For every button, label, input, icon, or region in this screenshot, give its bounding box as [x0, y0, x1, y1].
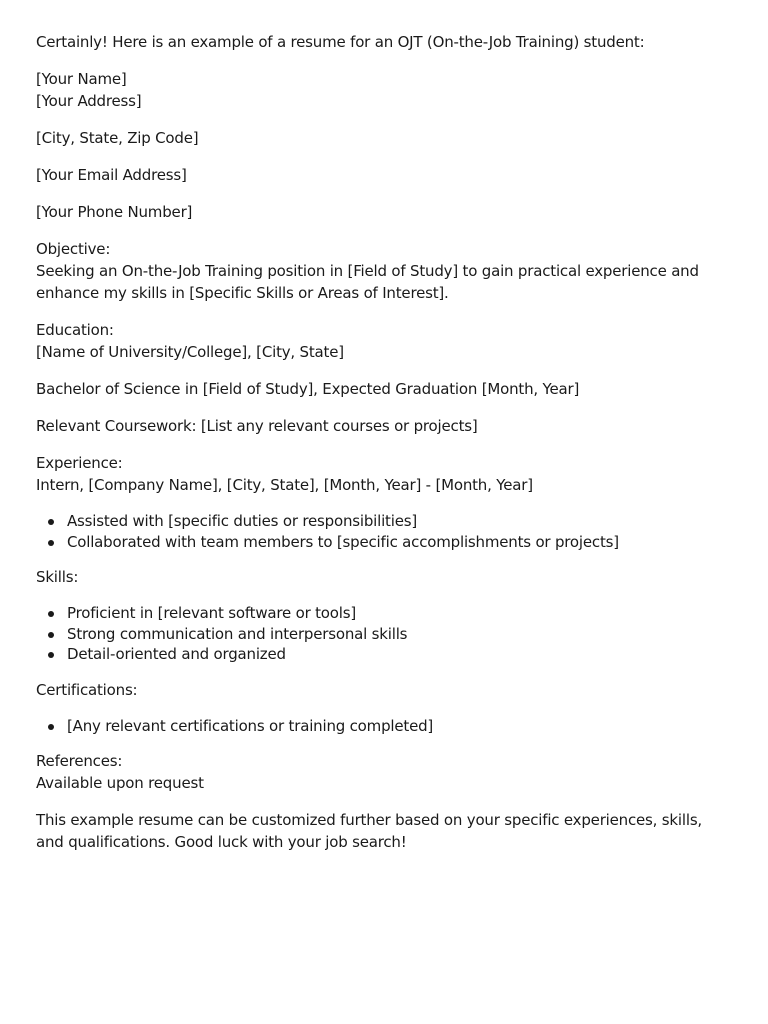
objective-section: [36, 238, 732, 304]
experience-bullet-text: Collaborated with team members to [specific accomplishments or projects]: [67, 532, 619, 551]
bullet-icon: [48, 724, 54, 730]
closing-section: [36, 809, 732, 853]
certifications-heading: Certifications:: [36, 680, 138, 699]
education-degree-block: [36, 378, 732, 400]
contact-phone-block: [36, 201, 732, 223]
education-coursework: Relevant Coursework: [List any relevant courses or projects]: [36, 417, 478, 435]
contact-name-address: [36, 68, 732, 112]
skills-heading: Skills:: [36, 568, 79, 586]
experience-heading: Experience:: [36, 454, 123, 472]
bullet-icon: [48, 519, 54, 525]
references-section: [36, 750, 732, 794]
skills-bullet-text: Strong communication and interpersonal skills: [67, 624, 408, 643]
bullet-icon: [48, 652, 54, 658]
experience-role: Intern, [Company Name], [City, State], [Month, Year] - [Month, Year]: [36, 476, 533, 494]
skills-bullet-text: Detail-oriented and organized: [67, 645, 286, 663]
experience-bullet-list: [36, 511, 732, 552]
education-section: [36, 319, 732, 363]
education-school: [Name of University/College], [City, State]: [36, 343, 344, 361]
experience-bullet-text: Assisted with [specific duties or responsibilities]: [67, 512, 417, 530]
contact-city-block: [36, 127, 732, 149]
education-degree: Bachelor of Science in [Field of Study], Expected Graduation [Month, Year]: [36, 380, 580, 398]
skills-heading-block: [36, 566, 732, 588]
certifications-bullet-text: [Any relevant certifications or training completed]: [67, 716, 434, 735]
contact-name: [Your Name]: [36, 70, 127, 88]
closing-text: This example resume can be customized further based on your specific experiences, skills, and qualifications. Good luck with your job search!: [36, 811, 702, 851]
education-heading: Education:: [36, 321, 114, 339]
references-heading: References:: [36, 752, 123, 770]
objective-heading: Objective:: [36, 240, 111, 258]
contact-address: [Your Address]: [36, 92, 142, 110]
contact-phone: [Your Phone Number]: [36, 203, 193, 221]
list-item: [36, 603, 732, 624]
contact-city: [City, State, Zip Code]: [36, 129, 199, 147]
list-item: [36, 532, 732, 553]
bullet-icon: [48, 540, 54, 546]
list-item: [36, 644, 732, 665]
list-item: [36, 716, 732, 737]
bullet-icon: [48, 632, 54, 638]
contact-email-block: [36, 164, 732, 186]
education-coursework-block: [36, 415, 732, 437]
list-item: [36, 624, 732, 645]
certifications-bullet-list: [36, 716, 732, 737]
intro-text: [36, 31, 732, 53]
certifications-heading-block: [36, 679, 732, 701]
references-text: Available upon request: [36, 774, 204, 792]
contact-email: [Your Email Address]: [36, 166, 187, 184]
list-item: [36, 511, 732, 532]
bullet-icon: [48, 611, 54, 617]
skills-bullet-list: [36, 603, 732, 665]
intro-line: Certainly! Here is an example of a resume for an OJT (On-the-Job Training) student:: [36, 33, 645, 51]
skills-bullet-text: Proficient in [relevant software or tools]: [67, 604, 356, 622]
experience-section: [36, 452, 732, 496]
objective-text: Seeking an On-the-Job Training position in [Field of Study] to gain practical experience and enhance my skills in [Specific Skills or Areas of Interest].: [36, 262, 699, 302]
